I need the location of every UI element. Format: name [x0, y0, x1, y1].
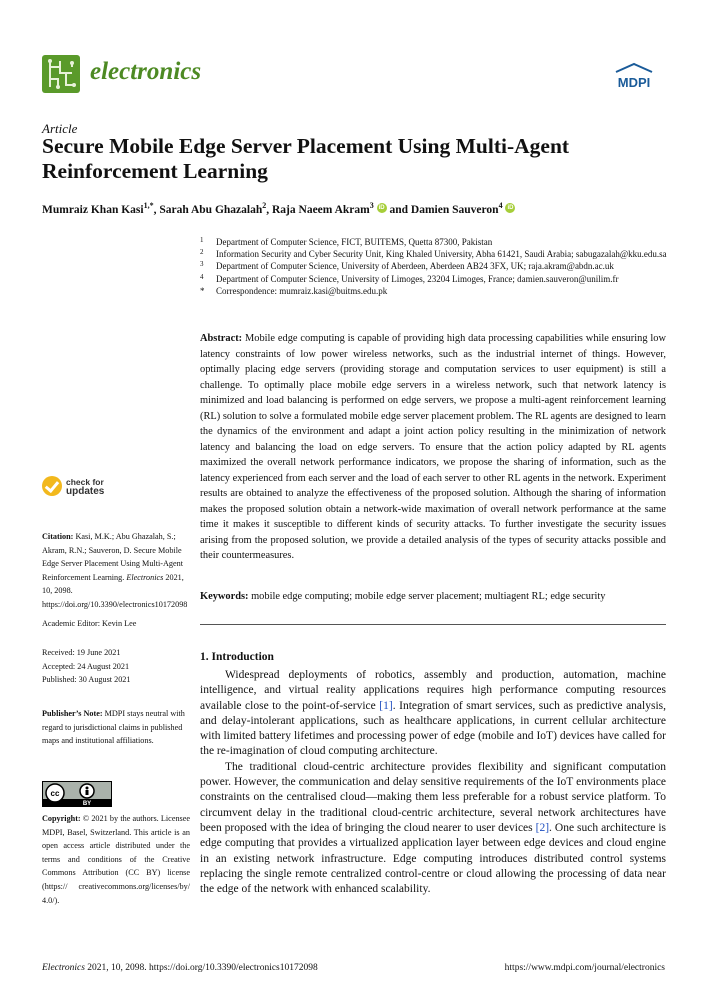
check-icon — [42, 476, 62, 496]
affiliation-item: 2 Information Security and Cyber Security Unit, King Khaled University, Abha 61421, Saudi Arabia; sabugazalah@kku.edu.sa — [200, 248, 667, 260]
orcid-icon[interactable]: iD — [378, 204, 385, 211]
affiliation-item: 4 Department of Computer Science, University of Limoges, 23204 Limoges, France; damien.sauveron@unilim.fr — [200, 272, 619, 284]
publisher-name: MDPI — [617, 75, 651, 90]
academic-editor: Academic Editor: Kevin Lee — [42, 619, 137, 628]
divider — [200, 624, 666, 625]
affiliation-item: 1 Department of Computer Science, FICT, BUITEMS, Quetta 87300, Pakistan — [200, 236, 493, 247]
affiliations — [200, 236, 670, 297]
section-heading: 1. Introduction — [200, 651, 274, 663]
paragraph: Widespread deployments of robotics, assembly and production, automation, machine intelligence, and virtual reality applications requires high performance computing resources available close to the point-of-service [1]. Integration of smart services, such as predictive analysis, and delay-intolerant applications, such as healthcare applications, in current cellular architecture with limited battery lifetimes and processing power of edge (mobile and IoT) devices have called for the re-imagination of cloud computing architecture. — [200, 669, 666, 758]
publisher-note: Publisher’s Note: MDPI stays neutral with regard to jurisdictional claims in published maps and institutional affiliations. — [42, 709, 185, 746]
copyright-block: Copyright: © 2021 by the authors. Licensee MDPI, Basel, Switzerland. This article is an open access article distributed under the terms and conditions of the Creative Commons Attribution (CC BY) license (https:// creativecommons.org/licenses/by/ 4.0/). — [42, 814, 190, 905]
author-3[interactable]: Raja Naeem Akram$^3$ — [272, 201, 374, 216]
citation-link[interactable]: [2] — [535, 821, 550, 834]
abstract — [200, 331, 666, 564]
cc-by-license-badge[interactable] — [42, 781, 112, 807]
footer-journal-url[interactable]: https://www.mdpi.com/journal/electronics — [504, 963, 665, 973]
paper-title: Secure Mobile Edge Server Placement Using Multi-Agent Reinforcement Learning — [42, 134, 570, 183]
affiliation-item: * Correspondence: mumraiz.kasi@buitms.edu.pk — [200, 285, 388, 296]
author-list: Mumraiz Khan Kasi$^{1,*}$, Sarah Abu Ghazalah$^2$, Raja Naeem Akram$^3$ iD and Damien Sauveron$^4$ iD — [42, 201, 514, 216]
footer-citation: Electronics 2021, 10, 2098. https://doi.org/10.3390/electronics10172098 — [42, 963, 318, 973]
cc-by-label: BY — [82, 801, 92, 806]
keywords-text: mobile edge computing; mobile edge server placement; multiagent RL; edge security — [251, 591, 606, 602]
author-1[interactable]: Mumraiz Khan Kasi$^{1,*}$ — [42, 201, 154, 216]
abstract-label: Abstract: — [200, 333, 243, 344]
publisher-logo — [612, 62, 656, 92]
journal-name: electronics — [90, 58, 202, 85]
dates-block: Received: 19 June 2021 Accepted: 24 August 2021 Published: 30 August 2021 — [42, 648, 131, 685]
author-2[interactable]: Sarah Abu Ghazalah$^2$ — [159, 201, 267, 216]
keywords: Keywords: mobile edge computing; mobile edge server placement; multiagent RL; edge security — [200, 591, 606, 602]
paragraph: The traditional cloud-centric architecture provides flexibility and significant computation power. However, the communication and delay sensitive requirements of the IoT environments place constraints on the centralised cloud—making them less preferable for a robust service platform. To circumvent delay in the traditional cloud-centric architecture, several network architectures have been proposed with the idea of bringing the cloud nearer to user devices [2]. One such architecture is edge computing that provides a virtualized application layer between edge devices and cloud engine in an existing network infrastructure. Edge computing introduces distributed control systems replacing the single remote centralized control-centre or cloud allowing the processing of data near the edge of the network with enhanced scalability. — [200, 760, 666, 896]
introduction-body — [200, 668, 666, 897]
author-4[interactable]: Damien Sauveron$^4$ — [410, 201, 503, 216]
journal-logo — [42, 55, 80, 93]
orcid-icon[interactable]: iD — [507, 204, 514, 211]
svg-text:cc: cc — [50, 789, 60, 798]
citation-link[interactable]: [1] — [379, 699, 393, 712]
check-for-updates-badge[interactable]: check for updates — [42, 476, 152, 500]
affiliation-item: 3 Department of Computer Science, University of Aberdeen, Aberdeen AB24 3FX, UK; raja.akram@abdn.ac.uk — [200, 260, 614, 272]
citation-block: Citation: Kasi, M.K.; Abu Ghazalah, S.; Akram, R.N.; Sauveron, D. Secure Mobile Edge Server Placement Using Multi-Agent Reinforcement Learning. Electronics 2021, 10, 2098. https://doi.org/10.3390/electronics10172098 — [42, 532, 188, 609]
abstract-text: Mobile edge computing is capable of providing high data processing capabilities while ensuring low latency constraints of low power wireless networks, such as the industrial internet of things. However, optimally placing edge servers (providing storage and computation services to user equipment) is still a challenge. To optimally place mobile edge servers in a wireless network, such that network latency is minimized and load balancing is performed on edge servers, we propose a multi-agent reinforcement learning (RL) solution to solve a formulated mobile edge server placement problem. The RL agents are designed to learn the dynamics of the environment and adapt a joint action policy resulting in the minimization of network latency and balancing the load on edge servers. To ensure that the action policy adapted by RL agents maximized the overall network performance indicators, we propose the sharing of information, such as the latency experienced from each server and the load of each server to other RL agents in the network. Experiment results are obtained to analyze the effectiveness of the proposed solution. Although the sharing of information makes the proposed solution obtain a network-wide maximation of overall network performance at the same time it makes it susceptible to different kinds of security attacks. To further investigate the security issues arising from the proposed solution, we provide a detailed analysis of the types of security attacks possible and their countermeasures. — [200, 333, 666, 561]
article-type: Article — [42, 121, 78, 136]
